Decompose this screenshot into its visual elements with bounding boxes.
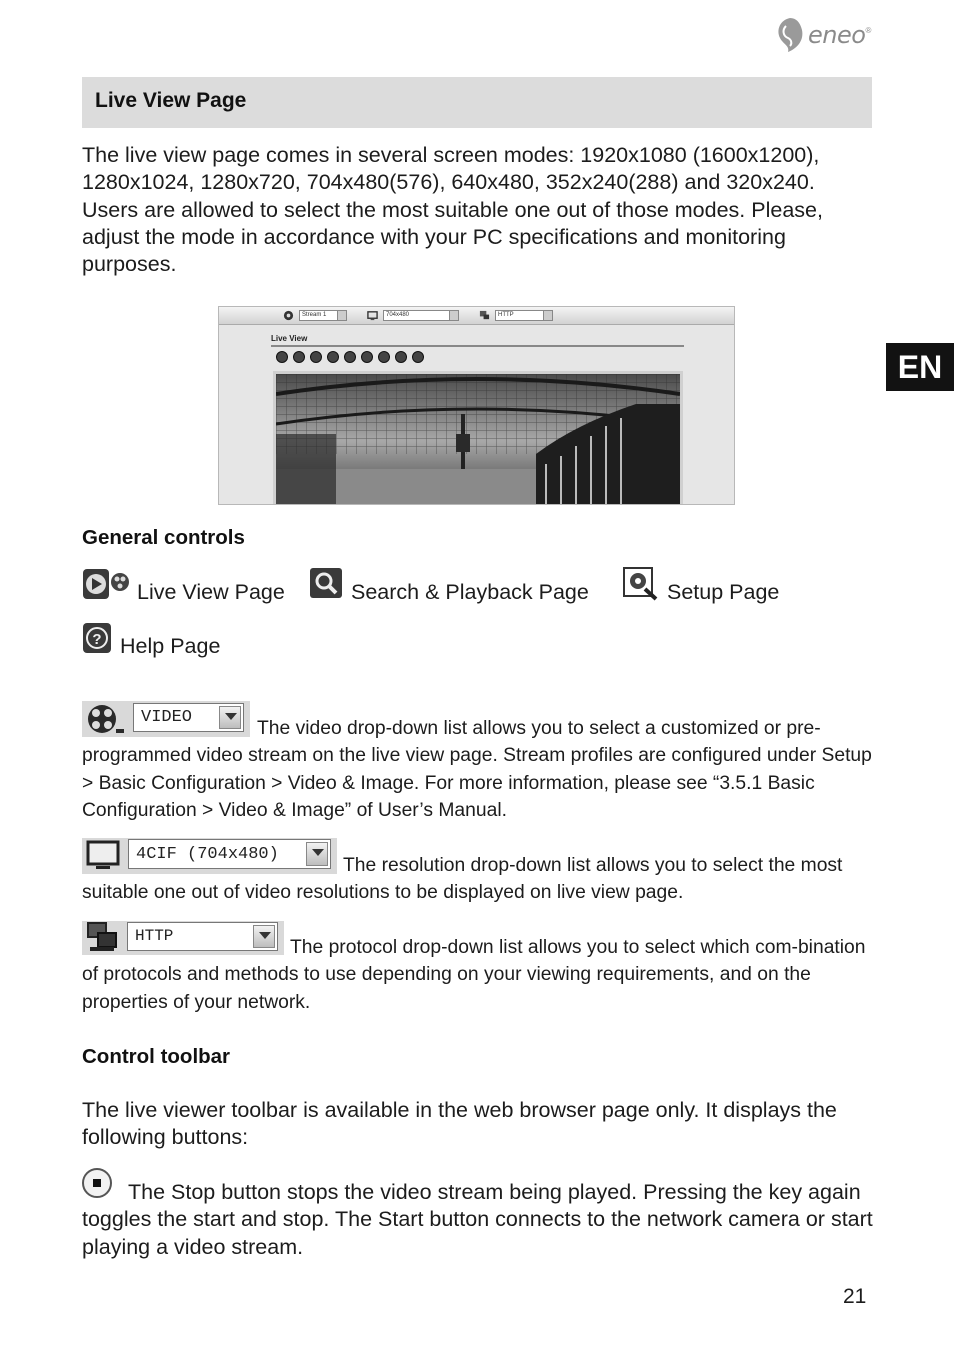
resolution-dropdown-description: The resolution drop-down list allows you to select the most suitable one out of video resolutions to be displayed on live view page. [82,855,843,904]
screenshot-live-view-title: Live View [271,334,308,343]
language-tab [886,343,954,391]
section-title: Live View Page [95,89,247,112]
monitor-icon [367,310,378,321]
live-view-screenshot [218,306,735,505]
live-view-page-label[interactable]: Live View Page [137,580,285,604]
snapshot-icon [310,351,322,363]
search-playback-page-icon[interactable] [309,567,343,599]
zoom-in-icon [327,351,339,363]
resolution-select-value: 4CIF (704x480) [136,845,279,864]
page-number: 21 [843,1285,867,1308]
network-icon [479,310,490,321]
stop-icon [276,351,288,363]
live-video-frame [273,371,683,505]
audio-icon [378,351,390,363]
screenshot-toolbar [219,307,735,325]
fullscreen-icon [361,351,373,363]
general-controls-heading: General controls [82,526,245,549]
protocol-dropdown-description: The protocol drop-down list allows you to select which com-bination of protocols and methods to use depending on your viewing requirements, and on the properties of your network. [82,937,866,1013]
eneo-logo-text: eneo [808,21,866,49]
search-playback-page-label[interactable]: Search & Playback Page [351,580,589,604]
screenshot-protocol-select: HTTP [495,310,553,321]
intro-paragraph: The live view page comes in several screen modes: 1920x1080 (1600x1200), 1280x1024, 1280x720, 704x480(576), 640x480, 352x240(288) and 320x240. Users are allowed to select the most suitable one out of those modes. Please, adjust the mode in accordance with your PC specifications and monitoring purposes. [82,143,823,277]
record-icon [293,351,305,363]
video-stream-icon [283,310,294,321]
eneo-logo-mark-icon [774,16,806,54]
eneo-logo [774,16,871,54]
video-select-value: VIDEO [141,708,193,727]
trademark-mark: ® [865,26,872,35]
microphone-icon [395,351,407,363]
atrium-photo [276,374,680,505]
screenshot-divider [271,345,684,347]
help-page-icon[interactable] [82,622,112,654]
control-toolbar-intro: The live viewer toolbar is available in the web browser page only. It displays the following buttons: [82,1098,837,1150]
screenshot-stream-select: Stream 1 [299,310,347,321]
section-title-banner [82,77,872,128]
screenshot-resolution-select: 704x480 [383,310,459,321]
control-toolbar-heading: Control toolbar [82,1045,231,1068]
screenshot-control-buttons [276,351,424,363]
protocol-select-value: HTTP [135,927,174,945]
settings-icon [412,351,424,363]
setup-page-label[interactable]: Setup Page [667,580,780,604]
stop-button-description: The Stop button stops the video stream being played. Pressing the key again toggles the start and stop. The Start button connects to the network camera or start playing a video stream. [82,1180,873,1259]
live-view-page-icon[interactable] [82,568,130,600]
svg-text:?: ? [92,631,102,648]
video-dropdown-description: The video drop-down list allows you to select a customized or pre-programmed video stream on the live view page. Stream profiles are configured under Setup > Basic Configuration > Video & Image. For more information, please see “3.5.1 Basic Configuration > Video & Image” of User’s Manual. [82,718,872,821]
help-page-label[interactable]: Help Page [120,634,221,658]
language-tab-label: EN [897,348,943,385]
zoom-out-icon [344,351,356,363]
setup-page-icon[interactable] [623,567,659,601]
